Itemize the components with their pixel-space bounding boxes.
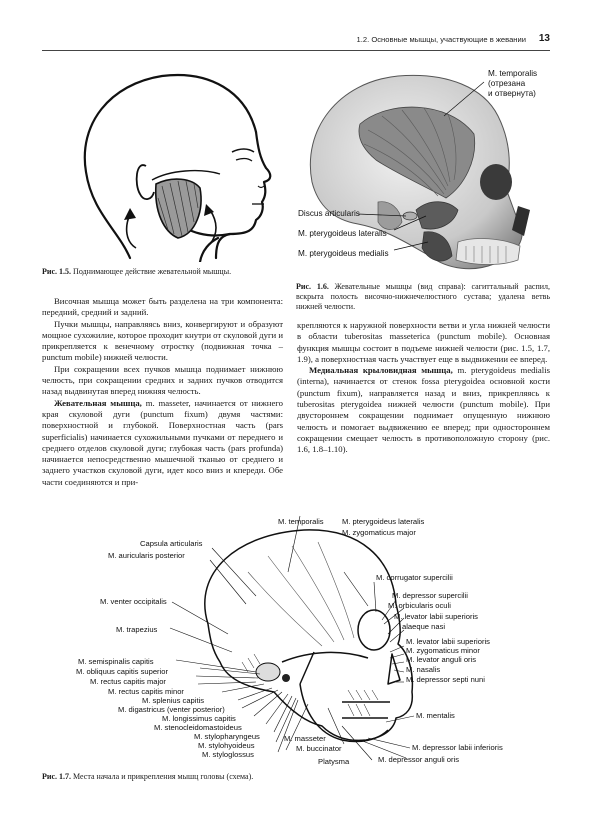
figure-1-7-caption-text: Места начала и прикрепления мышц головы (схема). bbox=[73, 772, 254, 781]
label-temporalis-line3: и отвернута) bbox=[488, 89, 536, 98]
label-stylohyoideus: M. stylohyoideus bbox=[198, 741, 255, 750]
figure-1-7 bbox=[42, 512, 550, 770]
skull-muscles-drawing bbox=[298, 60, 554, 282]
header-title: 1.2. Основные мышцы, участвующие в жевании bbox=[356, 35, 526, 44]
head-profile-drawing bbox=[60, 62, 278, 262]
running-header bbox=[42, 32, 550, 51]
label-digastricus: M. digastricus (venter posterior) bbox=[118, 705, 225, 714]
label-rectus-capitis-major: M. rectus capitis major bbox=[90, 677, 166, 686]
figure-1-5-caption-label: Рис. 1.5. bbox=[42, 267, 72, 276]
label-temporalis: M. temporalis bbox=[278, 517, 324, 526]
label-mentalis: M. mentalis bbox=[416, 711, 455, 720]
label-semispinalis-capitis: M. semispinalis capitis bbox=[78, 657, 154, 666]
label-depressor-anguli-oris: M. depressor anguli oris bbox=[378, 755, 460, 764]
term-medial-pterygoid: Медиальная крыловидная мышца, bbox=[309, 365, 453, 376]
label-depressor-supercilii: M. depressor supercilii bbox=[392, 591, 468, 600]
label-platysma: Platysma bbox=[318, 757, 350, 766]
label-pterygoideus-medialis: M. pterygoideus medialis bbox=[298, 249, 389, 258]
label-capsula-articularis: Capsula articularis bbox=[140, 539, 203, 548]
label-stylopharyngeus: M. stylopharyngeus bbox=[194, 732, 260, 741]
label-depressor-septi: M. depressor septi nuni bbox=[406, 675, 485, 684]
label-styloglossus: M. styloglossus bbox=[202, 750, 254, 759]
pterygoid-text: m. pterygoideus medialis (interna), начинается от стенок fossa pterygoidea основной кости (punctum fixum), направляется назад и вниз, прикрепляясь к tuberositas pterygoidea нижней челюсти (punctum mobile). При двустороннем сокращении поднимает опущенную нижнюю челюсть и помогает выдвижению ее вперед; при одностороннем сокращении смещает челюсть в противоположную сторону (рис. 1.6, 1.8–1.10). bbox=[297, 365, 550, 455]
paragraph: Височная мышца может быть разделена на три компонента: передний, средний и задний. bbox=[42, 296, 283, 318]
label-levator-anguli-oris: M. levator anguli oris bbox=[406, 655, 477, 664]
figure-1-6 bbox=[298, 60, 554, 282]
label-nasalis: M. nasalis bbox=[406, 665, 441, 674]
paragraph-pterygoid bbox=[297, 365, 550, 455]
label-pterygoideus-lateralis: M. pterygoideus lateralis bbox=[342, 517, 425, 526]
label-trapezius: M. trapezius bbox=[116, 625, 158, 634]
term-masseter: Жевательная мышца, bbox=[54, 397, 142, 408]
figure-1-6-caption-text: Жевательные мышцы (вид справа): сагиттальный распил, вскрыта полость височно-нижнечелюстного сустава; удалена ветвь нижней челюсти. bbox=[296, 282, 551, 311]
figure-1-5-caption-text: Поднимающее действие жевательной мышцы. bbox=[73, 267, 232, 276]
label-corrugator-supercilii: M. corrugator supercilii bbox=[376, 573, 453, 582]
figure-1-7-caption-label: Рис. 1.7. bbox=[42, 772, 72, 781]
label-auricularis-posterior: M. auricularis posterior bbox=[108, 551, 185, 560]
figure-1-6-caption-label: Рис. 1.6. bbox=[296, 282, 329, 291]
label-temporalis-line1: M. temporalis bbox=[488, 69, 538, 78]
label-obliquus-capitis: M. obliquus capitis superior bbox=[76, 667, 169, 676]
masseter-text: m. masseter, начинается от нижнего края скуловой дуги (punctum fixum) двумя частями: поверхностной и глубокой. Поверхностная часть (pars superficialis) начинается сухожильными пучками от переднего и среднего отделов скуловой дуги; глубокая часть (pars profunda) начинается непосредственно мышечной тканью от среднего и заднего участков скуловой дуги, идет косо вниз и кпереди. Обе части соединяются и при- bbox=[42, 397, 283, 487]
label-stenocleidomastoideus: M. stenocleidomastoideus bbox=[154, 723, 242, 732]
label-levator-labii-alaeque-line2: alaeque nasi bbox=[402, 622, 446, 631]
label-levator-labii-superioris: M. levator labii superioris bbox=[406, 637, 490, 646]
label-discus-articularis: Discus articularis bbox=[298, 209, 360, 218]
label-buccinator: M. buccinator bbox=[296, 744, 342, 753]
label-depressor-labii-inferioris: M. depressor labii inferioris bbox=[412, 743, 503, 752]
label-pterygoideus-lateralis: M. pterygoideus lateralis bbox=[298, 229, 387, 238]
page-number: 13 bbox=[538, 33, 550, 44]
paragraph-masseter bbox=[42, 398, 283, 488]
right-text-column bbox=[297, 320, 550, 456]
skull-attachments-drawing bbox=[42, 512, 550, 770]
label-levator-labii-alaeque-line1: M. levator labii superioris bbox=[394, 612, 478, 621]
paragraph: крепляются к наружной поверхности ветви и угла нижней челюсти в области tuberositas masseterica (punctum mobile). Основная функция мышцы состоит в подъеме нижней челюсти (рис. 1.5, 1.7, 1.9), а поверхностная часть участвует еще в выдвижении ее вперед. bbox=[297, 320, 550, 364]
label-rectus-capitis-minor: M. rectus capitis minor bbox=[108, 687, 184, 696]
label-temporalis-line2: (отрезана bbox=[488, 79, 526, 88]
label-masseter: M. masseter bbox=[284, 734, 326, 743]
label-zygomaticus-major: M. zygomaticus major bbox=[342, 528, 416, 537]
figure-1-6-caption bbox=[296, 282, 550, 312]
paragraph: Пучки мышцы, направляясь вниз, конвергируют и образуют мощное сухожилие, которое проходит кнутри от скуловой дуги и прикрепляется к венечному отростку (подвижная точка – punctum mobile) нижней челюсти. bbox=[42, 318, 283, 363]
left-text-column bbox=[42, 296, 283, 488]
label-splenius-capitis: M. splenius capitis bbox=[142, 696, 205, 705]
label-longissimus-capitis: M. longissimus capitis bbox=[162, 714, 236, 723]
label-venter-occipitalis: M. venter occipitalis bbox=[100, 597, 167, 606]
figure-1-5-caption bbox=[42, 267, 282, 277]
label-zygomaticus-minor: M. zygomaticus minor bbox=[406, 646, 480, 655]
paragraph: При сокращении всех пучков мышца поднимает нижнюю челюсть, при сокращении средних и задних пучков отводится назад выдвинутая вперед нижняя челюсть. bbox=[42, 363, 283, 397]
figure-1-7-caption bbox=[42, 772, 442, 782]
figure-1-5 bbox=[60, 62, 278, 262]
label-orbicularis-oculi: M. orbicularis oculi bbox=[388, 601, 451, 610]
